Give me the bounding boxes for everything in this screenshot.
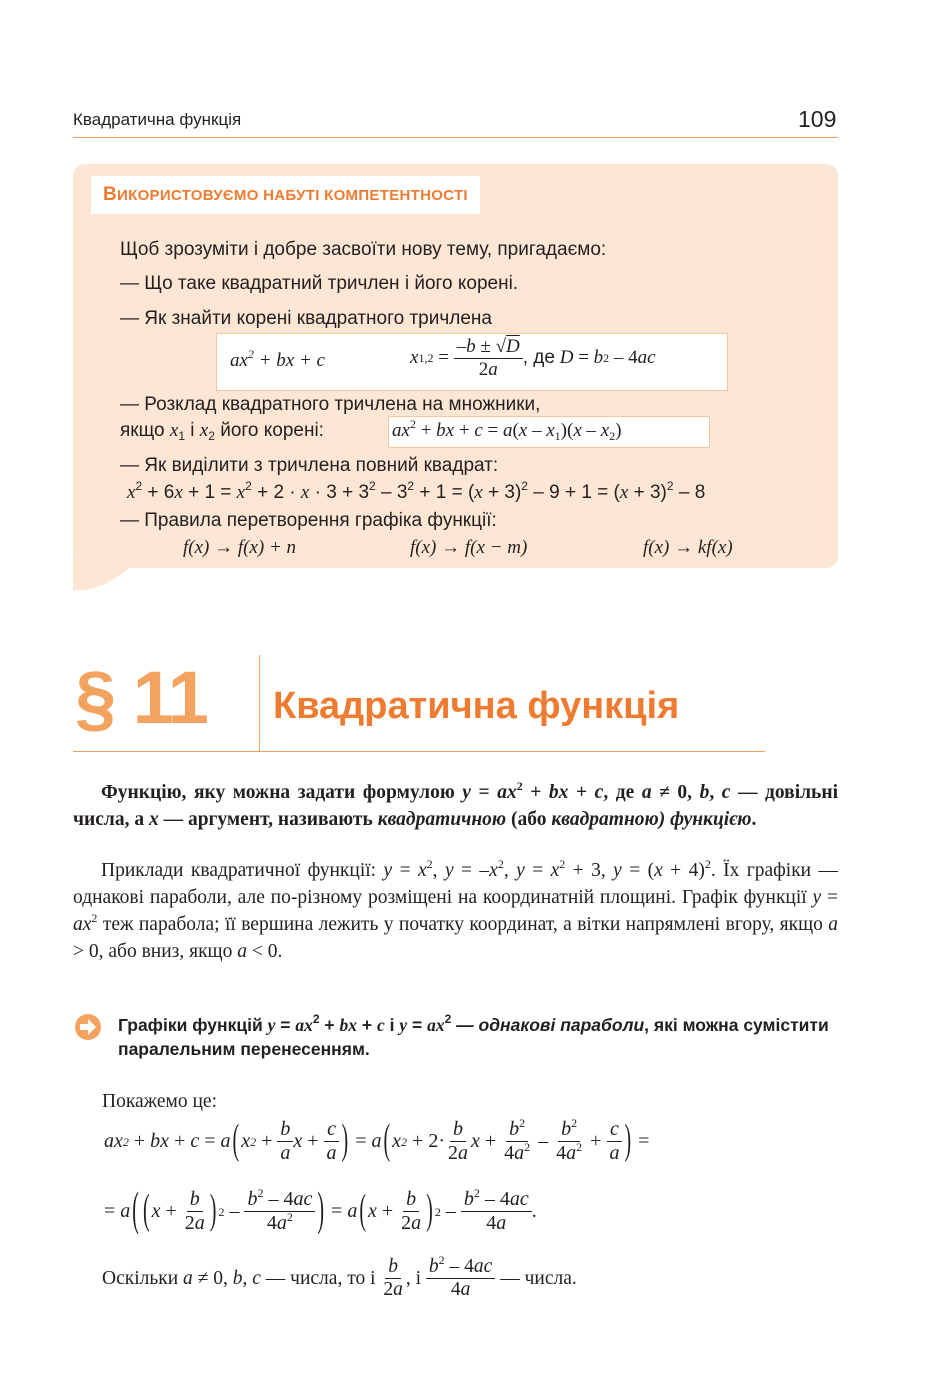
header-divider: [73, 137, 838, 138]
section-divider: [73, 751, 765, 752]
transform-shift-right: f(x) → f(x − m): [410, 537, 528, 558]
factor-formula: $ax^2$ + bx + $c = a(x - x_1)(x - x_2)$: [392, 417, 622, 443]
recall-item-transforms: — Правила перетворення графіка функції:: [120, 510, 497, 531]
derivation-equation-2: = a ( ( x + $\frac{b}{2a}$ ) 2 – $\frac{b^2 - 4ac}{4a^2}$ ) = a ( x + $\frac{b}{2a}$ ) 2 – $\frac{b^2 - 4ac}{4a}$ .: [104, 1183, 537, 1237]
recall-item-find-roots: — Як знайти корені квадратного тричлена: [120, 308, 492, 329]
roots-formula: x 1,2 = $\frac{-b \pm √D}{2a}$ , де D = b 2 – 4 ac: [410, 336, 656, 380]
page-number: 109: [798, 106, 837, 132]
derivation-equation-1: ax 2 + bx + c = a ( x 2 + $\frac{b}{a}$ x + $\frac{c}{a}$ ) = a ( x 2 + 2· $\frac{b}{2a}$ x + $\frac{b^2}{4a^2}$ – $\frac{b^2}{4a^2}$ + $\frac{c}{a}$ ) =: [104, 1116, 650, 1164]
arrow-right-circle-icon: [74, 1013, 102, 1041]
speech-bubble-tail: [73, 560, 133, 600]
transform-shift-up: f(x) → f(x) + n: [183, 537, 297, 558]
section-title: Квадратична функція: [273, 685, 680, 727]
transform-stretch: f(x) → kf(x): [643, 537, 733, 558]
section-number: § 11: [75, 656, 207, 739]
recall-item-roots: — Що таке квадратний тричлен і його корені.: [120, 273, 519, 294]
derivation-intro: Покажемо це:: [102, 1091, 218, 1112]
recall-intro: Щоб зрозуміти і добре засвоїти нову тему, пригадаємо:: [120, 239, 607, 260]
definition-paragraph: Функцію, яку можна задати формулою $y = ax^2$ + bx + c, де a ≠ 0, b, c — довільні числа, а x — аргумент, називають квадратичною (або квадратною) функцією.: [73, 779, 839, 830]
recall-box-title: В ИКОРИСТОВУЄМО НАБУТІ КОМПЕТЕНТНОСТІ: [91, 176, 480, 214]
examples-paragraph: Приклади квадратичної функції: $y = x^2$, $y = -x^2$, $y = x^2 + 3$, $y = (x + 4)^2$. Їх графіки — однакові параболи, але по-різному розміщені на координатній площині. Графік функції $y = ax^2$ теж парабола; її вершина лежить у початку координат, а вітки напрямлені вгору, якщо a > 0, або вниз, якщо a < 0.: [73, 857, 839, 962]
running-title: Квадратична функція: [73, 110, 242, 129]
recall-item-factor: — Розклад квадратного тричлена на множники,: [120, 394, 541, 415]
recall-item-square: — Як виділити з тричлена повний квадрат:: [120, 455, 499, 476]
derivation-conclusion: Оскільки a ≠ 0, b , c — числа, то і $\frac{b}{2a}$ , і $\frac{b^2 - 4ac}{4a}$ — числа.: [102, 1253, 577, 1301]
complete-square-example: $x^2 + 6x + 1 = x^2 + 2 \cdot x \cdot 3 + 3^2 - 3^2 + 1 = (x + 3)^2 - 9 + 1 = (x + 3)^2 - 8$: [127, 479, 706, 503]
trinomial-formula: $ax^2$ + bx + c: [230, 347, 325, 371]
recall-item-factor-condition: якщо $x_1$ і $x_2$ його корені:: [120, 420, 324, 443]
section-divider-vertical: [259, 655, 260, 751]
key-statement: Графіки функцій $y = ax^2$ + bx + c і $y = ax^2$ — однакові параболи, які можна сумістити паралельним перенесенням.: [118, 1012, 829, 1059]
